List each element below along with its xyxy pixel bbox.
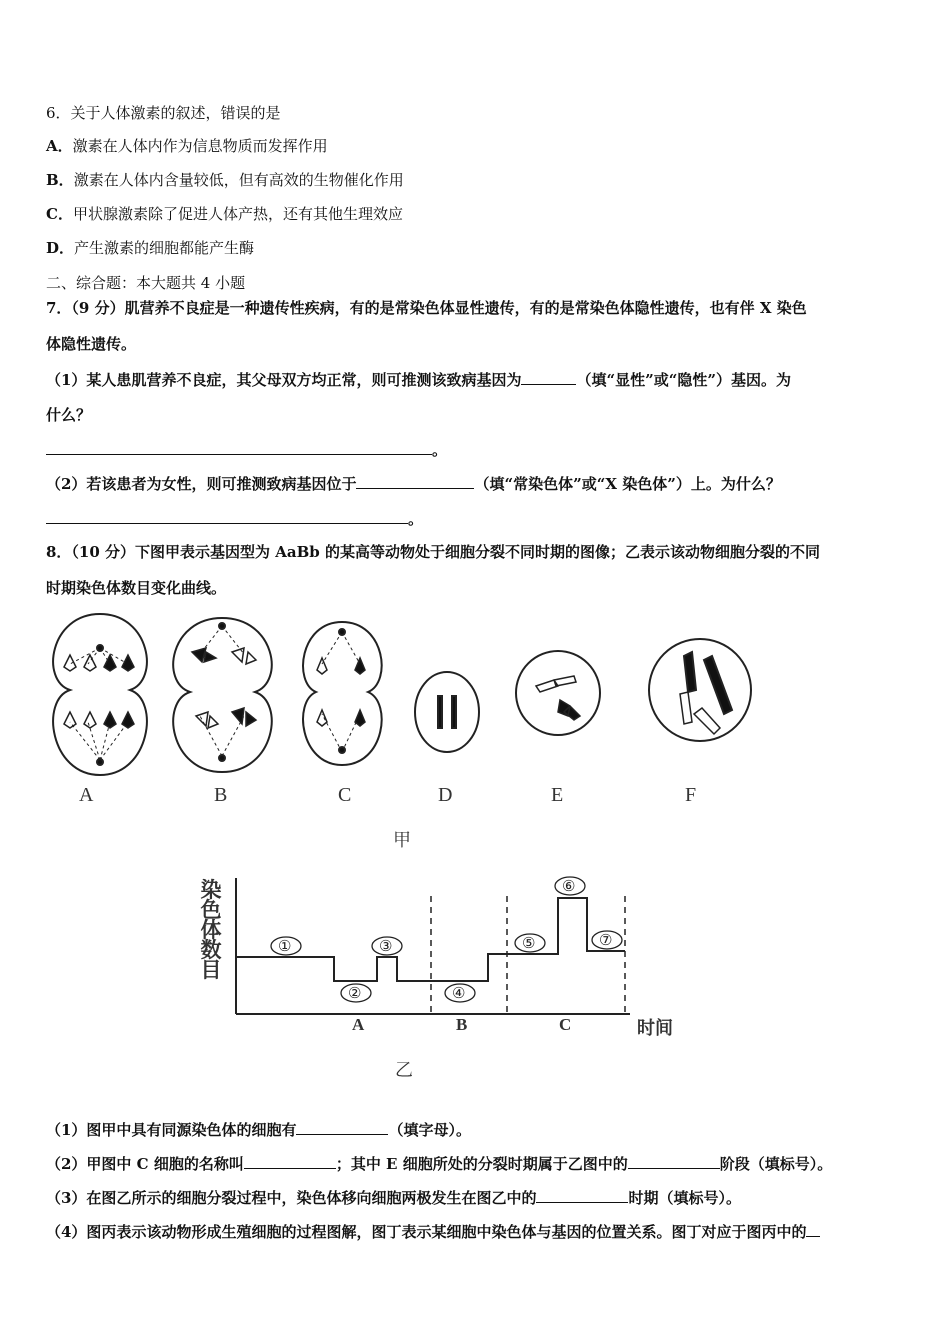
q8-blank1 <box>296 1119 388 1135</box>
segment-label-3: ③ <box>379 937 393 955</box>
q8-sub1: （1）图甲中具有同源染色体的细胞有 （填字母）。 <box>46 1121 471 1139</box>
cell-label-a: A <box>79 784 94 806</box>
segment-label-1: ① <box>278 937 292 955</box>
stage-label-a: A <box>352 1015 365 1034</box>
caption-yi: 乙 <box>395 1060 413 1080</box>
q7-part2: （2）若该患者为女性，则可推测致病基因位于 （填“常染色体”或“X 染色体”）上。为什么？ <box>46 475 781 493</box>
stage-label-b: B <box>456 1015 468 1034</box>
segment-label-6: ⑥ <box>562 877 576 895</box>
cell-label-b: B <box>214 784 228 806</box>
q6-option-b: B．激素在人体内含量较低，但有高效的生物催化作用 <box>46 171 404 189</box>
graph-ylabel: 染 色 体 数 目 <box>200 878 222 982</box>
segment-label-5: ⑤ <box>522 934 536 952</box>
cell-label-c: C <box>338 784 352 806</box>
q8-blank4 <box>536 1187 628 1203</box>
stage-label-c: C <box>559 1015 572 1034</box>
cell-label-f: F <box>685 784 697 806</box>
graph-xlabel: 时间 <box>637 1018 673 1039</box>
q6-option-d: D．产生激素的细胞都能产生酶 <box>46 239 255 257</box>
caption-jia: 甲 <box>393 830 411 850</box>
q7-line1: 7．（9 分）肌营养不良症是一种遗传性疾病，有的是常染色体显性遗传，有的是常染色体隐性遗传，也有伴 X 染色 <box>46 299 807 317</box>
segment-label-4: ④ <box>452 984 466 1002</box>
q7-answer-line2: 。 <box>46 508 423 529</box>
segment-label-2: ② <box>348 984 362 1002</box>
cell-label-d: D <box>438 784 453 806</box>
q7-part1: （1）某人患肌营养不良症，其父母双方均正常，则可推测该致病基因为 （填“显性”或“隐性”）基因。为 <box>46 371 791 389</box>
q6-option-c: C．甲状腺激素除了促进人体产热，还有其他生理效应 <box>46 205 403 223</box>
q8-sub4: （4）图丙表示该动物形成生殖细胞的过程图解，图丁表示某细胞中染色体与基因的位置关系。图丁对应于图丙中的 <box>46 1221 820 1242</box>
q8-line2: 时期染色体数目变化曲线。 <box>46 579 227 597</box>
q8-line1: 8．（10 分）下图甲表示基因型为 AaBb 的某高等动物处于细胞分裂不同时期的图像；乙表示该动物细胞分裂的不同 <box>46 543 821 561</box>
q6-stem: 6．关于人体激素的叙述，错误的是 <box>46 104 281 122</box>
q6-option-a: A．激素在人体内作为信息物质而发挥作用 <box>46 137 328 155</box>
q8-blank3 <box>628 1153 720 1169</box>
section-title: 二、综合题：本大题共 4 小题 <box>46 274 246 292</box>
q8-sub3: （3）在图乙所示的细胞分裂过程中，染色体移向细胞两极发生在图乙中的 时期（填标号）。 <box>46 1189 741 1207</box>
q8-blank5 <box>806 1221 820 1237</box>
segment-label-7: ⑦ <box>599 931 613 949</box>
q8-sub2: （2）甲图中 C 细胞的名称叫 ；其中 E 细胞所处的分裂时期属于乙图中的 阶段（填标号）。 <box>46 1155 833 1173</box>
q7-part1-why: 什么？ <box>46 406 92 424</box>
q7-answer-line1: 。 <box>46 439 447 460</box>
cell-label-e: E <box>551 784 564 806</box>
q8-blank2 <box>244 1153 336 1169</box>
q7-line2: 体隐性遗传。 <box>46 335 137 353</box>
